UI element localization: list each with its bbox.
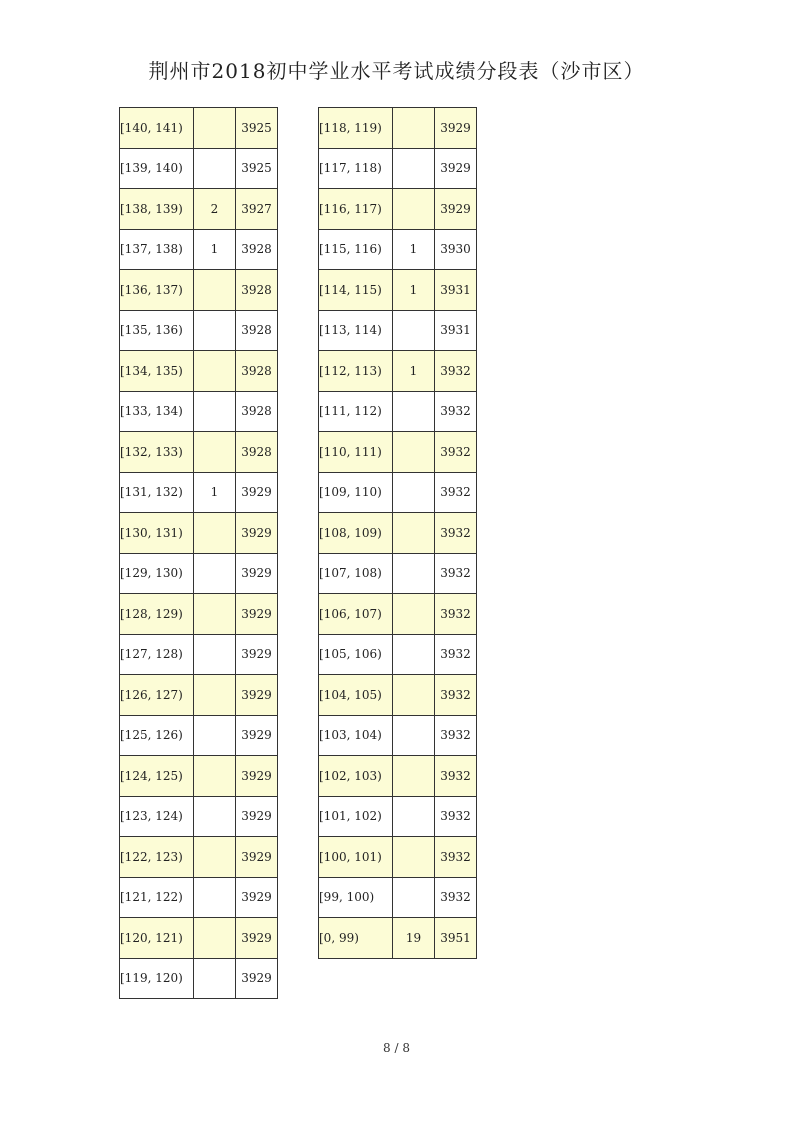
table-row [319, 877, 477, 918]
cumulative-count-cell: 3929 [236, 796, 278, 837]
score-range-cell: [106, 107) [319, 594, 393, 635]
table-row [319, 513, 477, 554]
cumulative-count-cell: 3929 [236, 675, 278, 716]
count-cell [194, 756, 236, 797]
table-row [120, 108, 278, 149]
table-row [120, 391, 278, 432]
score-range-cell: [0, 99) [319, 918, 393, 959]
score-table-left [119, 107, 278, 999]
table-row [120, 229, 278, 270]
cumulative-count-cell: 3925 [236, 108, 278, 149]
count-cell [194, 594, 236, 635]
score-range-cell: [137, 138) [120, 229, 194, 270]
cumulative-count-cell: 3932 [435, 634, 477, 675]
cumulative-count-cell: 3932 [435, 472, 477, 513]
cumulative-count-cell: 3929 [236, 472, 278, 513]
count-cell [194, 796, 236, 837]
count-cell [393, 108, 435, 149]
cumulative-count-cell: 3928 [236, 432, 278, 473]
count-cell [393, 310, 435, 351]
score-range-cell: [115, 116) [319, 229, 393, 270]
count-cell [393, 513, 435, 554]
table-row [120, 189, 278, 230]
cumulative-count-cell: 3932 [435, 594, 477, 635]
count-cell [194, 270, 236, 311]
table-row [319, 472, 477, 513]
cumulative-count-cell: 3932 [435, 513, 477, 554]
score-range-cell: [126, 127) [120, 675, 194, 716]
count-cell [194, 513, 236, 554]
cumulative-count-cell: 3932 [435, 837, 477, 878]
table-row [319, 837, 477, 878]
score-range-cell: [122, 123) [120, 837, 194, 878]
table-row [120, 148, 278, 189]
score-range-cell: [110, 111) [319, 432, 393, 473]
count-cell: 1 [393, 229, 435, 270]
cumulative-count-cell: 3929 [435, 108, 477, 149]
table-row [120, 796, 278, 837]
score-range-cell: [99, 100) [319, 877, 393, 918]
count-cell [393, 756, 435, 797]
table-row [120, 553, 278, 594]
score-range-cell: [107, 108) [319, 553, 393, 594]
table-row [120, 310, 278, 351]
score-range-cell: [128, 129) [120, 594, 194, 635]
table-row [319, 108, 477, 149]
count-cell [194, 634, 236, 675]
score-range-cell: [130, 131) [120, 513, 194, 554]
cumulative-count-cell: 3932 [435, 715, 477, 756]
score-range-cell: [105, 106) [319, 634, 393, 675]
table-row [319, 796, 477, 837]
table-row [319, 432, 477, 473]
cumulative-count-cell: 3932 [435, 391, 477, 432]
score-range-cell: [117, 118) [319, 148, 393, 189]
score-range-cell: [132, 133) [120, 432, 194, 473]
table-row [120, 432, 278, 473]
cumulative-count-cell: 3928 [236, 310, 278, 351]
score-range-cell: [116, 117) [319, 189, 393, 230]
cumulative-count-cell: 3951 [435, 918, 477, 959]
table-row [319, 634, 477, 675]
table-row [319, 189, 477, 230]
table-row [120, 513, 278, 554]
cumulative-count-cell: 3929 [236, 958, 278, 999]
score-range-cell: [101, 102) [319, 796, 393, 837]
score-range-cell: [129, 130) [120, 553, 194, 594]
count-cell [194, 958, 236, 999]
count-cell [393, 553, 435, 594]
score-range-cell: [131, 132) [120, 472, 194, 513]
table-row [120, 918, 278, 959]
table-row [120, 715, 278, 756]
table-row [120, 675, 278, 716]
count-cell: 19 [393, 918, 435, 959]
table-row [120, 877, 278, 918]
score-range-cell: [100, 101) [319, 837, 393, 878]
score-table-right [318, 107, 477, 959]
score-range-cell: [139, 140) [120, 148, 194, 189]
cumulative-count-cell: 3928 [236, 351, 278, 392]
table-row [120, 756, 278, 797]
count-cell [393, 594, 435, 635]
cumulative-count-cell: 3929 [435, 189, 477, 230]
cumulative-count-cell: 3925 [236, 148, 278, 189]
table-row [319, 270, 477, 311]
table-row [120, 958, 278, 999]
count-cell [194, 351, 236, 392]
score-range-cell: [113, 114) [319, 310, 393, 351]
cumulative-count-cell: 3929 [236, 715, 278, 756]
cumulative-count-cell: 3927 [236, 189, 278, 230]
score-range-cell: [123, 124) [120, 796, 194, 837]
count-cell [393, 391, 435, 432]
table-row [319, 594, 477, 635]
count-cell [194, 148, 236, 189]
table-row [120, 472, 278, 513]
table-row [319, 918, 477, 959]
cumulative-count-cell: 3930 [435, 229, 477, 270]
table-row [319, 715, 477, 756]
score-range-cell: [120, 121) [120, 918, 194, 959]
table-row [319, 553, 477, 594]
score-range-cell: [108, 109) [319, 513, 393, 554]
count-cell: 1 [194, 472, 236, 513]
score-range-cell: [121, 122) [120, 877, 194, 918]
table-row [319, 229, 477, 270]
cumulative-count-cell: 3932 [435, 675, 477, 716]
cumulative-count-cell: 3928 [236, 229, 278, 270]
cumulative-count-cell: 3929 [236, 837, 278, 878]
count-cell [393, 675, 435, 716]
table-row [120, 634, 278, 675]
score-range-cell: [135, 136) [120, 310, 194, 351]
count-cell [393, 796, 435, 837]
count-cell [194, 108, 236, 149]
count-cell [393, 189, 435, 230]
score-range-cell: [133, 134) [120, 391, 194, 432]
count-cell [194, 553, 236, 594]
score-range-cell: [112, 113) [319, 351, 393, 392]
cumulative-count-cell: 3932 [435, 553, 477, 594]
cumulative-count-cell: 3932 [435, 432, 477, 473]
score-range-cell: [134, 135) [120, 351, 194, 392]
cumulative-count-cell: 3929 [236, 756, 278, 797]
cumulative-count-cell: 3929 [236, 918, 278, 959]
count-cell [393, 715, 435, 756]
cumulative-count-cell: 3929 [236, 553, 278, 594]
count-cell [393, 877, 435, 918]
cumulative-count-cell: 3929 [236, 513, 278, 554]
count-cell: 1 [194, 229, 236, 270]
count-cell [393, 634, 435, 675]
cumulative-count-cell: 3931 [435, 270, 477, 311]
score-range-cell: [111, 112) [319, 391, 393, 432]
count-cell: 1 [393, 351, 435, 392]
count-cell [194, 877, 236, 918]
table-row [120, 594, 278, 635]
table-row [120, 351, 278, 392]
table-row [319, 351, 477, 392]
table-row [319, 756, 477, 797]
count-cell: 1 [393, 270, 435, 311]
score-range-cell: [109, 110) [319, 472, 393, 513]
cumulative-count-cell: 3932 [435, 756, 477, 797]
count-cell [393, 432, 435, 473]
cumulative-count-cell: 3932 [435, 796, 477, 837]
score-range-cell: [124, 125) [120, 756, 194, 797]
score-range-cell: [140, 141) [120, 108, 194, 149]
count-cell [194, 715, 236, 756]
count-cell [194, 918, 236, 959]
cumulative-count-cell: 3928 [236, 391, 278, 432]
cumulative-count-cell: 3929 [236, 877, 278, 918]
count-cell [194, 432, 236, 473]
count-cell [393, 148, 435, 189]
table-row [319, 148, 477, 189]
count-cell [194, 837, 236, 878]
count-cell: 2 [194, 189, 236, 230]
page-title: 荆州市2018初中学业水平考试成绩分段表（沙市区） [148, 59, 645, 83]
cumulative-count-cell: 3932 [435, 877, 477, 918]
count-cell [393, 837, 435, 878]
count-cell [194, 310, 236, 351]
score-range-cell: [103, 104) [319, 715, 393, 756]
count-cell [194, 675, 236, 716]
score-range-cell: [102, 103) [319, 756, 393, 797]
count-cell [393, 472, 435, 513]
cumulative-count-cell: 3929 [236, 594, 278, 635]
cumulative-count-cell: 3929 [435, 148, 477, 189]
cumulative-count-cell: 3932 [435, 351, 477, 392]
table-row [120, 837, 278, 878]
score-range-cell: [119, 120) [120, 958, 194, 999]
score-range-cell: [114, 115) [319, 270, 393, 311]
score-range-cell: [125, 126) [120, 715, 194, 756]
cumulative-count-cell: 3928 [236, 270, 278, 311]
table-row [319, 675, 477, 716]
score-range-cell: [127, 128) [120, 634, 194, 675]
page-number: 8 / 8 [383, 1041, 410, 1055]
table-row [120, 270, 278, 311]
table-row [319, 391, 477, 432]
score-range-cell: [136, 137) [120, 270, 194, 311]
count-cell [194, 391, 236, 432]
score-range-cell: [118, 119) [319, 108, 393, 149]
score-range-cell: [104, 105) [319, 675, 393, 716]
table-row [319, 310, 477, 351]
cumulative-count-cell: 3931 [435, 310, 477, 351]
cumulative-count-cell: 3929 [236, 634, 278, 675]
score-range-cell: [138, 139) [120, 189, 194, 230]
